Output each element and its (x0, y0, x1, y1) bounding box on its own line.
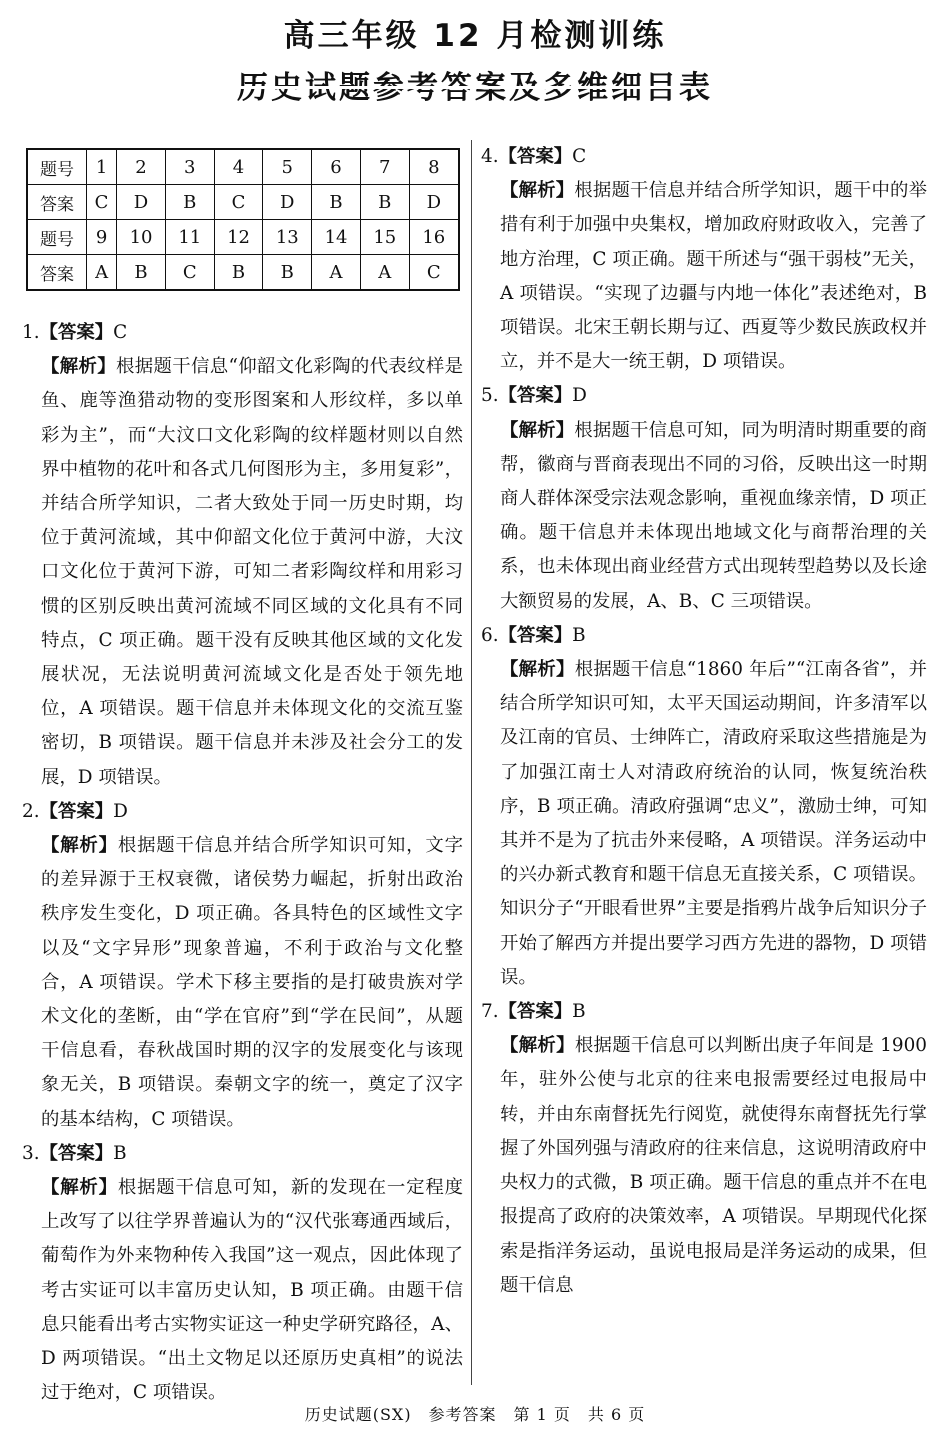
answer-table-cell: 4 (214, 149, 263, 185)
answer-tag: 【答案】 (498, 1001, 573, 1023)
answer-table-cell: A (312, 255, 361, 291)
question-1 (22, 316, 463, 795)
answer-table-row (27, 255, 459, 291)
answer-table-cell: 14 (312, 220, 361, 255)
answer-letter: B (113, 1142, 127, 1164)
answer-table-row-label: 题号 (27, 220, 87, 255)
answer-table-cell: D (117, 185, 166, 220)
analysis-text: 根据题干信息可以判断出庚子年间是 1900 年，驻外公使与北京的往来电报需要经过电报局中转，并由东南督抚先行阅览，就使得东南督抚先行掌握了外国列强与清政府的往来信息，这说明清政府中央权力的式微，B 项正确。题干信息的重点并不在电报提高了政府的决策效率，A 项错误。早期现代化探索是指洋务运动，虽说电报局是洋务运动的成果，但题干信息 (500, 1035, 927, 1296)
question-number: 4. (481, 146, 499, 167)
answer-tag: 【答案】 (39, 800, 114, 822)
answer-table-cell: 9 (87, 220, 117, 255)
question-7 (481, 995, 927, 1303)
answer-table-cell: 3 (165, 149, 214, 185)
answer-table-cell: B (360, 185, 409, 220)
answer-tag: 【答案】 (498, 385, 573, 407)
answer-table-cell: 12 (214, 220, 263, 255)
header-mask (0, 86, 950, 89)
answer-table-cell: 10 (117, 220, 166, 255)
answer-table-cell: D (263, 185, 312, 220)
answer-table-cell: B (117, 255, 166, 291)
answer-tag: 【答案】 (39, 322, 114, 343)
answer-table-row (27, 149, 459, 185)
question-number: 5. (481, 385, 499, 407)
analysis-tag: 【解析】 (500, 659, 575, 681)
answer-table-cell: 8 (409, 149, 459, 185)
answer-tag: 【答案】 (498, 624, 573, 646)
question-3 (22, 1137, 463, 1411)
answer-letter: D (572, 385, 587, 407)
answer-table-cell: C (214, 185, 263, 220)
answer-tag: 【答案】 (498, 146, 573, 167)
answer-table-row-label: 答案 (27, 255, 87, 291)
analysis-tag: 【解析】 (500, 1035, 575, 1057)
question-number: 7. (481, 1001, 499, 1023)
question-number: 3. (22, 1142, 40, 1164)
answer-table-cell: 16 (409, 220, 459, 255)
page-footer: 历史试题(SX) 参考答案 第 1 页 共 6 页 (304, 1405, 646, 1424)
analysis-tag: 【解析】 (500, 419, 575, 441)
analysis-text: 根据题干信息“仰韶文化彩陶的代表纹样是鱼、鹿等渔猎动物的变形图案和人形纹样，多以单彩为主”，而“大汶口文化彩陶的纹样题材则以自然界中植物的花叶和各式几何图形为主，多用复彩”，并结合所学知识，二者大致处于同一历史时期，均位于黄河流域，其中仰韶文化位于黄河中游，大汶口文化位于黄河下游，可知二者彩陶纹样和用彩习惯的区别反映出黄河流域不同区域的文化具有不同特点，C 项正确。题干没有反映其他区域的文化发展状况，无法说明黄河流域文化是否处于领先地位，A 项错误。题干信息并未体现文化的交流互鉴密切，B 项错误。题干信息并未涉及社会分工的发展，D 项错误。 (41, 356, 463, 788)
answer-letter: C (113, 322, 128, 343)
answer-table (26, 148, 460, 291)
analysis-text: 根据题干信息并结合所学知识，题干中的举措有利于加强中央集权，增加政府财政收入，完善了地方治理，C 项正确。题干所述与“强干弱枝”无关，A 项错误。“实现了边疆与内地一体化”表述绝对，B 项错误。北宋王朝长期与辽、西夏等少数民族政权并立，并不是大一统王朝，D 项错误。 (500, 180, 927, 373)
answer-table-cell: 1 (87, 149, 117, 185)
answer-table-cell: C (87, 185, 117, 220)
answer-table-cell: 11 (165, 220, 214, 255)
right-column (481, 140, 927, 1303)
answer-table-cell: C (165, 255, 214, 291)
left-column (22, 316, 463, 1411)
answer-table-row (27, 185, 459, 220)
answer-table-row (27, 220, 459, 255)
page-title: 高三年级 12 月检测训练 (283, 18, 667, 54)
answer-table-row-label: 题号 (27, 149, 87, 185)
analysis-text: 根据题干信息可知，新的发现在一定程度上改写了以往学界普遍认为的“汉代张骞通西域后，葡萄作为外来物种传入我国”这一观点，因此体现了考古实证可以丰富历史认知，B 项正确。由题干信息只能看出考古实物实证这一种史学研究路径，A、D 两项错误。“出土文物足以还原历史真相”的说法过于绝对，C 项错误。 (41, 1177, 463, 1404)
answer-table-cell: A (87, 255, 117, 291)
answer-letter: C (572, 146, 587, 167)
question-number: 6. (481, 624, 499, 646)
analysis-tag: 【解析】 (41, 356, 117, 378)
answer-table-cell: 7 (360, 149, 409, 185)
question-5 (481, 379, 927, 618)
answer-table-cell: 5 (263, 149, 312, 185)
analysis-tag: 【解析】 (41, 1177, 118, 1199)
question-4 (481, 140, 927, 379)
answer-table-cell: C (409, 255, 459, 291)
answer-table-cell: 13 (263, 220, 312, 255)
answer-letter: B (572, 624, 586, 646)
answer-table-cell: B (165, 185, 214, 220)
answer-table-cell: 2 (117, 149, 166, 185)
answer-table-cell: 6 (312, 149, 361, 185)
answer-table-cell: B (214, 255, 263, 291)
page-subtitle: 历史试题参考答案及多维细目表 (237, 70, 713, 106)
analysis-text: 根据题干信息“1860 年后”“江南各省”，并结合所学知识可知，太平天国运动期间，许多清军以及江南的官员、士绅阵亡，清政府采取这些措施是为了加强江南士人对清政府统治的认同，恢复统治秩序，B 项正确。清政府强调“忠义”，激励士绅，可知其并不是为了抗击外来侵略，A 项错误。洋务运动中的兴办新式教育和题干信息无直接关系，C 项错误。知识分子“开眼看世界”主要是指鸦片战争后知识分子开始了解西方并提出要学习西方先进的器物，D 项错误。 (500, 659, 927, 988)
question-number: 1. (22, 322, 40, 343)
column-divider (471, 140, 472, 1385)
answer-letter: D (113, 800, 128, 822)
answer-table-cell: B (312, 185, 361, 220)
answer-table-cell: B (263, 255, 312, 291)
page-subtitle-clipped (0, 62, 950, 106)
question-2 (22, 795, 463, 1137)
question-number: 2. (22, 800, 40, 822)
analysis-tag: 【解析】 (41, 835, 118, 857)
analysis-tag: 【解析】 (500, 180, 575, 202)
answer-table-row-label: 答案 (27, 185, 87, 220)
question-6 (481, 619, 927, 995)
analysis-text: 根据题干信息可知，同为明清时期重要的商帮，徽商与晋商表现出不同的习俗，反映出这一时期商人群体深受宗法观念影响，重视血缘亲情，D 项正确。题干信息并未体现出地域文化与商帮治理的关系，也未体现出商业经营方式出现转型趋势以及长途大额贸易的发展，A、B、C 三项错误。 (500, 419, 927, 612)
answer-letter: B (572, 1001, 586, 1023)
answer-table-cell: 15 (360, 220, 409, 255)
answer-table-cell: D (409, 185, 459, 220)
answer-table-cell: A (360, 255, 409, 291)
analysis-text: 根据题干信息并结合所学知识可知，文字的差异源于王权衰微，诸侯势力崛起，折射出政治秩序发生变化，D 项正确。各具特色的区域性文字以及“文字异形”现象普遍，不利于政治与文化整合，A 项错误。学术下移主要指的是打破贵族对学术文化的垄断，由“学在官府”到“学在民间”，从题干信息看，春秋战国时期的汉字的发展变化与该现象无关，B 项错误。秦朝文字的统一，奠定了汉字的基本结构，C 项错误。 (41, 835, 463, 1130)
answer-tag: 【答案】 (39, 1142, 114, 1164)
